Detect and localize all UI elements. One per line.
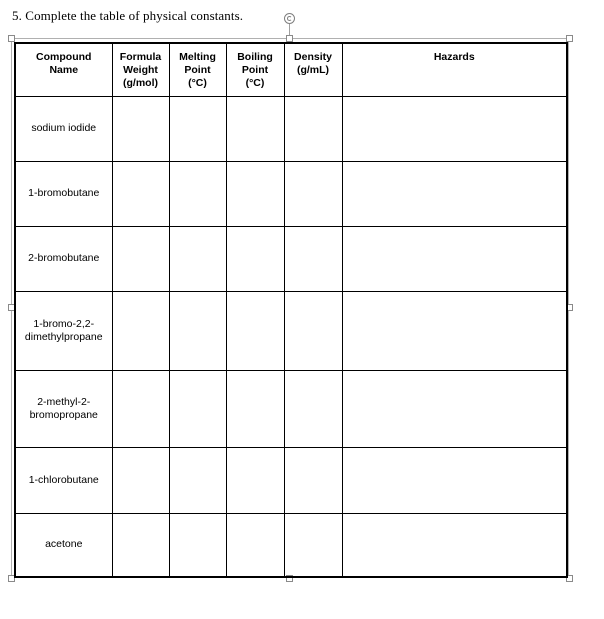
density-cell[interactable] bbox=[284, 291, 342, 370]
density-cell[interactable] bbox=[284, 447, 342, 513]
formula-weight-cell[interactable] bbox=[112, 513, 169, 577]
header-boiling-point: Boiling Point (°C) bbox=[226, 43, 284, 96]
melting-point-cell[interactable] bbox=[169, 291, 226, 370]
boiling-point-cell[interactable] bbox=[226, 226, 284, 291]
resize-handle-top-left[interactable] bbox=[8, 35, 15, 42]
compound-name-cell: 2-methyl-2- bromopropane bbox=[15, 370, 112, 447]
compound-name-cell: sodium iodide bbox=[15, 96, 112, 161]
table-row bbox=[15, 513, 567, 577]
header-density: Density (g/mL) bbox=[284, 43, 342, 96]
table-row bbox=[15, 370, 567, 447]
header-row bbox=[15, 43, 567, 96]
formula-weight-cell[interactable] bbox=[112, 370, 169, 447]
header-hazards: Hazards bbox=[342, 43, 567, 96]
density-cell[interactable] bbox=[284, 370, 342, 447]
density-cell[interactable] bbox=[284, 96, 342, 161]
density-cell[interactable] bbox=[284, 226, 342, 291]
boiling-point-cell[interactable] bbox=[226, 291, 284, 370]
formula-weight-cell[interactable] bbox=[112, 161, 169, 226]
boiling-point-cell[interactable] bbox=[226, 370, 284, 447]
formula-weight-cell[interactable] bbox=[112, 226, 169, 291]
physical-constants-table bbox=[14, 42, 568, 578]
hazards-cell[interactable] bbox=[342, 447, 567, 513]
hazards-cell[interactable] bbox=[342, 370, 567, 447]
question-text: 5. Complete the table of physical constants. bbox=[12, 8, 244, 23]
formula-weight-cell[interactable] bbox=[112, 447, 169, 513]
melting-point-cell[interactable] bbox=[169, 513, 226, 577]
boiling-point-cell[interactable] bbox=[226, 447, 284, 513]
compound-name-cell: acetone bbox=[15, 513, 112, 577]
hazards-cell[interactable] bbox=[342, 161, 567, 226]
melting-point-cell[interactable] bbox=[169, 226, 226, 291]
header-formula-weight: Formula Weight (g/mol) bbox=[112, 43, 169, 96]
melting-point-cell[interactable] bbox=[169, 370, 226, 447]
formula-weight-cell[interactable] bbox=[112, 291, 169, 370]
melting-point-cell[interactable] bbox=[169, 447, 226, 513]
boiling-point-cell[interactable] bbox=[226, 96, 284, 161]
boiling-point-cell[interactable] bbox=[226, 513, 284, 577]
resize-handle-top-center[interactable] bbox=[286, 35, 293, 42]
header-compound-name: Compound Name bbox=[15, 43, 112, 96]
resize-handle-top-right[interactable] bbox=[566, 35, 573, 42]
density-cell[interactable] bbox=[284, 513, 342, 577]
table-row bbox=[15, 96, 567, 161]
hazards-cell[interactable] bbox=[342, 96, 567, 161]
compound-name-cell: 2-bromobutane bbox=[15, 226, 112, 291]
table-row bbox=[15, 161, 567, 226]
hazards-cell[interactable] bbox=[342, 513, 567, 577]
table-row bbox=[15, 291, 567, 370]
boiling-point-cell[interactable] bbox=[226, 161, 284, 226]
table-row bbox=[15, 226, 567, 291]
compound-name-cell: 1-bromo-2,2- dimethylpropane bbox=[15, 291, 112, 370]
header-melting-point: Melting Point (°C) bbox=[169, 43, 226, 96]
table-row bbox=[15, 447, 567, 513]
compound-name-cell: 1-bromobutane bbox=[15, 161, 112, 226]
melting-point-cell[interactable] bbox=[169, 96, 226, 161]
hazards-cell[interactable] bbox=[342, 226, 567, 291]
density-cell[interactable] bbox=[284, 161, 342, 226]
hazards-cell[interactable] bbox=[342, 291, 567, 370]
compound-name-cell: 1-chlorobutane bbox=[15, 447, 112, 513]
melting-point-cell[interactable] bbox=[169, 161, 226, 226]
formula-weight-cell[interactable] bbox=[112, 96, 169, 161]
rotate-icon[interactable] bbox=[284, 13, 295, 24]
